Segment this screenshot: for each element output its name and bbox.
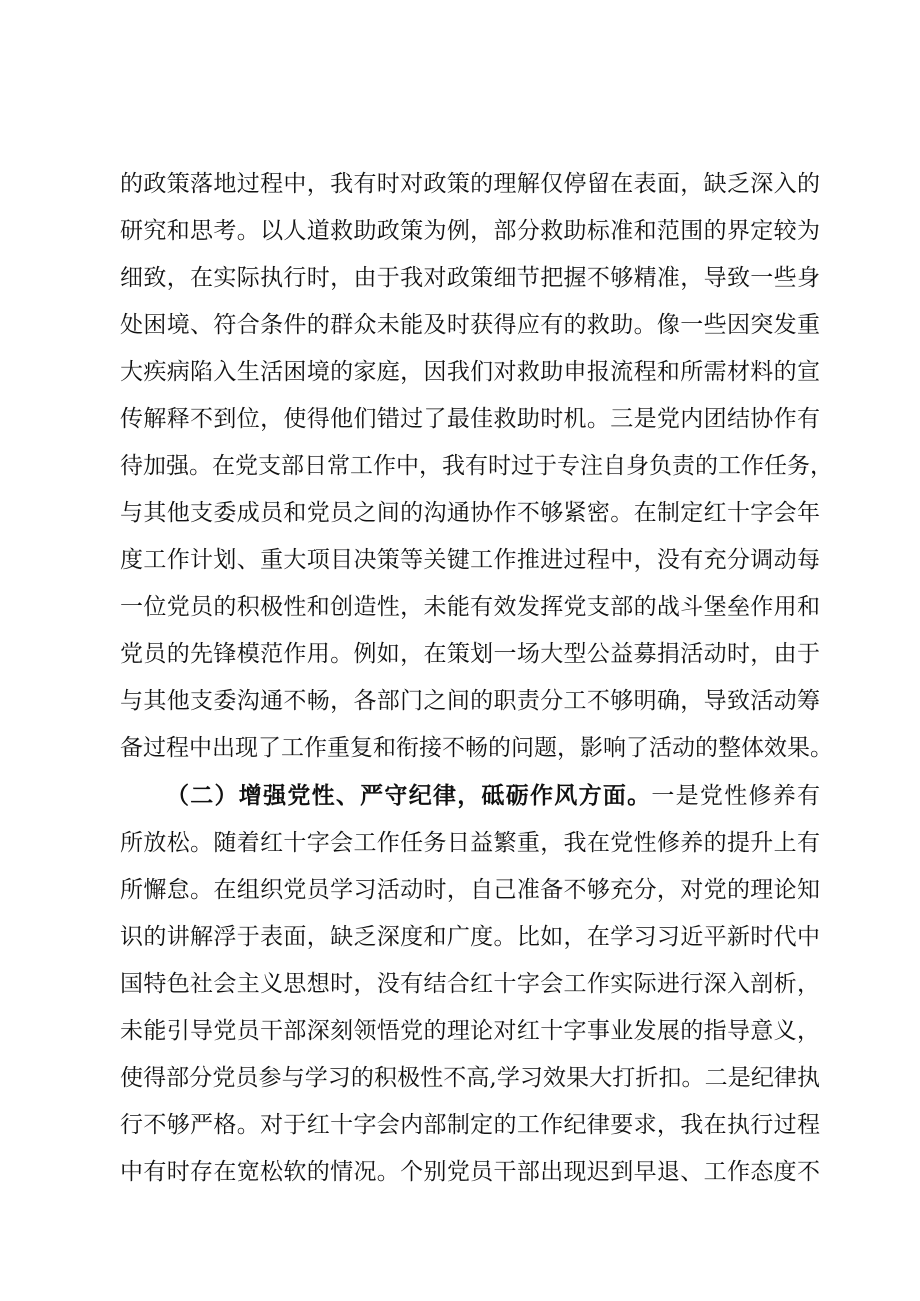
section-heading-line [166, 776, 820, 816]
paragraph-line: 国特色社会主义思想时，没有结合红十字会工作实际进行深入剖析， [120, 971, 820, 997]
paragraph-line: 研究和思考。以人道救助政策为例，部分救助标准和范围的界定较为 [120, 218, 820, 244]
paragraph-line: 识的讲解浮于表面，缺乏深度和广度。比如，在学习习近平新时代中 [120, 924, 820, 950]
heading-continuation: 一是党性修养有 [651, 783, 821, 809]
paragraph-line: 行不够严格。对于红十字会内部制定的工作纪律要求，我在执行过程 [120, 1112, 820, 1138]
paragraph-line: 待加强。在党支部日常工作中，我有时过于专注自身负责的工作任务， [120, 453, 833, 479]
paragraph-line: 与其他支委成员和党员之间的沟通协作不够紧密。在制定红十字会年 [120, 500, 820, 526]
paragraph-line: 一位党员的积极性和创造性，未能有效发挥党支部的战斗堡垒作用和 [120, 594, 820, 620]
paragraph-line: 党员的先锋模范作用。例如，在策划一场大型公益募捐活动时，由于 [120, 641, 820, 667]
paragraph-line: 使得部分党员参与学习的积极性不高,学习效果大打折扣。二是纪律执 [120, 1065, 820, 1091]
paragraph-line: 备过程中出现了工作重复和衔接不畅的问题，影响了活动的整体效果。 [120, 735, 833, 761]
paragraph-line: 细致，在实际执行时，由于我对政策细节把握不够精准，导致一些身 [120, 265, 820, 291]
paragraph-line: 大疾病陷入生活困境的家庭，因我们对救助申报流程和所需材料的宣 [120, 359, 820, 385]
paragraph-line: 的政策落地过程中，我有时对政策的理解仅停留在表面，缺乏深入的 [120, 171, 820, 197]
section-heading: （二）增强党性、严守纪律，砥砺作风方面。 [166, 782, 652, 809]
paragraph-line: 所懈怠。在组织党员学习活动时，自己准备不够充分，对党的理论知 [120, 877, 820, 903]
paragraph-line: 中有时存在宽松软的情况。个别党员干部出现迟到早退、工作态度不 [120, 1159, 820, 1185]
paragraph-line: 所放松。随着红十字会工作任务日益繁重，我在党性修养的提升上有 [120, 830, 820, 856]
paragraph-line: 传解释不到位，使得他们错过了最佳救助时机。三是党内团结协作有 [120, 406, 820, 432]
paragraph-line: 与其他支委沟通不畅，各部门之间的职责分工不够明确，导致活动筹 [120, 688, 820, 714]
paragraph-line: 未能引导党员干部深刻领悟党的理论对红十字事业发展的指导意义， [120, 1018, 820, 1044]
paragraph-line: 处困境、符合条件的群众未能及时获得应有的救助。像一些因突发重 [120, 312, 820, 338]
paragraph-line: 度工作计划、重大项目决策等关键工作推进过程中，没有充分调动每 [120, 547, 820, 573]
